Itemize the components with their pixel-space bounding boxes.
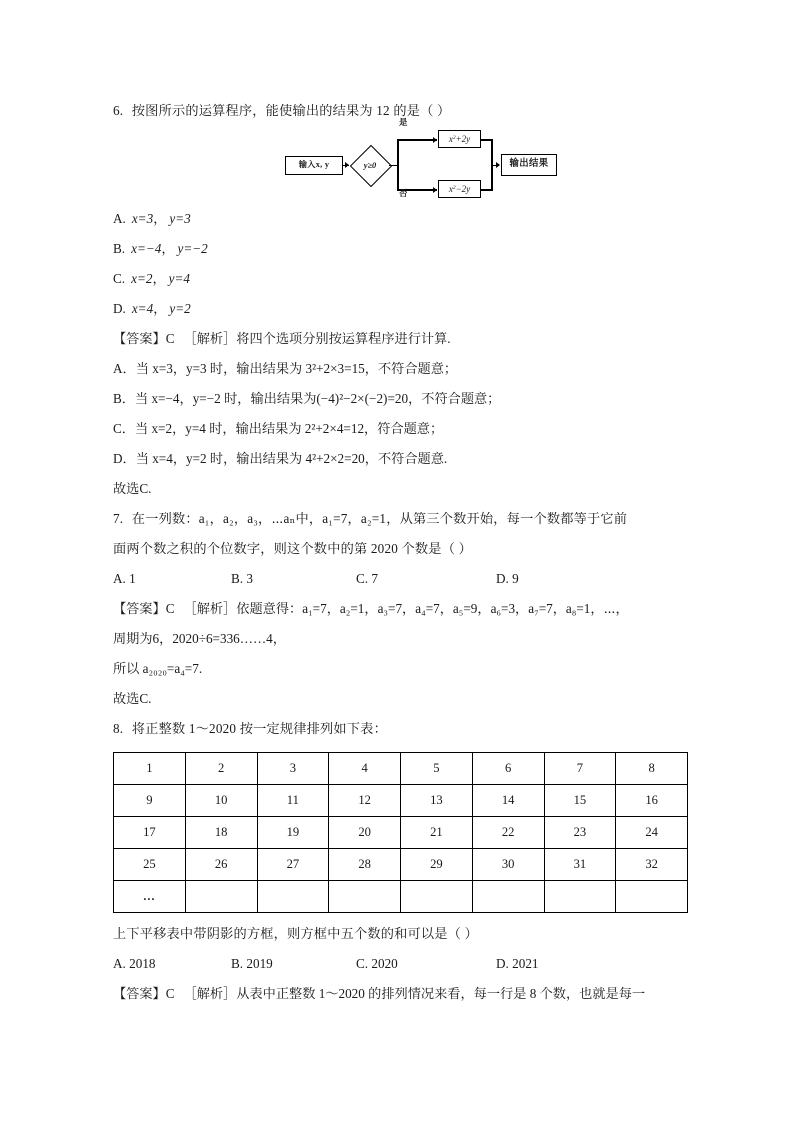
flowchart-decision-label: y≥0 — [363, 160, 377, 170]
question-8-number-table — [113, 752, 688, 913]
table-cell — [616, 881, 688, 913]
table-cell: 31 — [544, 849, 616, 881]
table-cell: 22 — [472, 817, 544, 849]
table-cell: 2 — [185, 753, 257, 785]
flow-line-yes-right — [397, 139, 437, 141]
flow-arrow-yes — [433, 137, 437, 143]
option-letter: B. — [113, 241, 126, 256]
table-cell: 24 — [616, 817, 688, 849]
table-cell: 25 — [114, 849, 186, 881]
question-6-conclusion: 故选C. — [113, 481, 152, 496]
question-7-analysis-line3: 所以 a₂₀₂₀=a₄=7. — [113, 661, 203, 676]
question-7-answer-line — [113, 594, 688, 624]
question-6-stem-text: 按图所示的运算程序，能使输出的结果为 12 的是（ ） — [131, 103, 451, 118]
flowchart-decision-diamond — [349, 144, 391, 186]
table-cell: 19 — [257, 817, 329, 849]
question-8-option-d: D. 2021 — [496, 956, 539, 971]
table-cell: 9 — [114, 785, 186, 817]
table-cell: 23 — [544, 817, 616, 849]
table-cell — [185, 881, 257, 913]
table-cell: 16 — [616, 785, 688, 817]
table-cell: 17 — [114, 817, 186, 849]
flowchart-no-label: 否 — [399, 189, 408, 198]
question-8-number: 8. — [113, 721, 124, 736]
table-cell — [401, 881, 473, 913]
answer-value: C — [165, 331, 175, 346]
analysis-label: ［解析］ — [183, 601, 237, 616]
question-6-analysis-d: D．当 x=4，y=2 时，输出结果为 4²+2×2=20，不符合题意. — [113, 451, 448, 466]
table-cell: 29 — [401, 849, 473, 881]
analysis-text: 依题意得：a₁=7，a₂=1，a₃=7，a₄=7，a₅=9，a₆=3，a₇=7，a₈=1，⋯， — [236, 601, 629, 616]
flowchart-yes-expression: $x^2+2y$ — [448, 133, 471, 144]
option-letter: C. — [113, 271, 126, 286]
question-8-options — [113, 949, 688, 979]
flow-line-no-down — [397, 165, 399, 191]
table-cell: 18 — [185, 817, 257, 849]
table-cell — [472, 881, 544, 913]
flowchart-no-expression: $x^2-2y$ — [448, 183, 471, 194]
question-6-option-a: A. x=3， y=3 — [113, 211, 191, 226]
table-cell: 8 — [616, 753, 688, 785]
question-7-options — [113, 564, 688, 594]
table-cell-ellipsis: … — [114, 881, 186, 913]
table-cell: 20 — [329, 817, 401, 849]
table-cell: 26 — [185, 849, 257, 881]
table-cell: 7 — [544, 753, 616, 785]
question-8-option-a: A. 2018 — [113, 956, 156, 971]
table-cell — [257, 881, 329, 913]
table-cell: 4 — [329, 753, 401, 785]
option-y-value: y=3 — [169, 211, 191, 226]
table-cell: 1 — [114, 753, 186, 785]
question-7-option-a: A. 1 — [113, 571, 136, 586]
table-row — [114, 785, 688, 817]
flow-arrow-output — [496, 162, 500, 168]
table-cell: 12 — [329, 785, 401, 817]
question-8-stem — [113, 714, 688, 744]
table-cell: 32 — [616, 849, 688, 881]
table-cell: 5 — [401, 753, 473, 785]
option-letter: A. — [113, 211, 126, 226]
flowchart-yes-expression-box — [438, 130, 481, 148]
analysis-text: 从表中正整数 1～2020 的排列情况来看，每一行是 8 个数，也就是每一 — [236, 986, 646, 1001]
answer-label: 【答案】 — [113, 601, 166, 616]
question-7-conclusion: 故选C. — [113, 691, 152, 706]
question-6-analysis-b: B．当 x=−4，y=−2 时，输出结果为(−4)²−2×(−2)=20，不符合题意； — [113, 391, 501, 406]
question-7-stem-line2: 面两个数之积的个位数字，则这个数中的第 2020 个数是（ ） — [113, 541, 472, 556]
question-7-option-b: B. 3 — [231, 571, 253, 586]
table-cell: 21 — [401, 817, 473, 849]
flowchart-output-box — [501, 154, 557, 176]
answer-label: 【答案】 — [113, 986, 166, 1001]
flow-line-no-merge — [481, 189, 493, 191]
question-6-option-d: D. x=4， y=2 — [113, 301, 191, 316]
question-7-number: 7. — [113, 511, 124, 526]
option-x-value: x=4 — [131, 301, 154, 316]
question-6-analysis-c: C．当 x=2，y=4 时，输出结果为 2²+2×4=12，符合题意； — [113, 421, 444, 436]
table-cell: 10 — [185, 785, 257, 817]
flowchart-input-label: 输入x, y — [298, 160, 330, 170]
question-8-answer-line — [113, 979, 688, 1009]
flowchart-output-label: 输出结果 — [509, 159, 549, 170]
option-y-value: y=4 — [168, 271, 190, 286]
analysis-intro: 将四个选项分别按运算程序进行计算. — [236, 331, 451, 346]
analysis-label: ［解析］ — [183, 986, 237, 1001]
answer-value: C — [165, 986, 175, 1001]
option-letter: D. — [113, 301, 126, 316]
table-cell: 27 — [257, 849, 329, 881]
table-row — [114, 849, 688, 881]
flow-line-yes-up — [397, 139, 399, 165]
question-7-stem-line1 — [113, 504, 688, 534]
question-8-stem-text: 将正整数 1～2020 按一定规律排列如下表： — [131, 721, 387, 736]
table-cell: 30 — [472, 849, 544, 881]
question-8-option-b: B. 2019 — [231, 956, 273, 971]
table-cell: 3 — [257, 753, 329, 785]
flow-arrow-no — [433, 187, 437, 193]
question-7-option-c: C. 7 — [356, 571, 378, 586]
table-row — [114, 753, 688, 785]
option-x-value: x=3 — [131, 211, 154, 226]
analysis-label: ［解析］ — [183, 331, 237, 346]
question-6-flowchart — [113, 118, 688, 202]
question-7-stem-text-1: 在一列数：a₁，a₂，a₃，⋯aₙ中，a₁=7，a₂=1，从第三个数开始，每一个数都等于它前 — [131, 511, 628, 526]
table-cell — [329, 881, 401, 913]
option-x-value: x=2 — [131, 271, 153, 286]
table-cell: 13 — [401, 785, 473, 817]
question-6-analysis-a: A．当 x=3，y=3 时，输出结果为 3²+2×3=15，不符合题意； — [113, 361, 458, 376]
question-6-answer-line — [113, 324, 688, 354]
answer-label: 【答案】 — [113, 331, 166, 346]
table-cell: 11 — [257, 785, 329, 817]
question-6-option-b: B. x=−4， y=−2 — [113, 241, 208, 256]
table-row — [114, 817, 688, 849]
flowchart-yes-label: 是 — [399, 118, 408, 127]
flowchart-input-box — [285, 156, 343, 175]
question-7-analysis-line2: 周期为6，2020÷6=336……4， — [113, 631, 286, 646]
option-y-value: y=−2 — [177, 241, 208, 256]
table-cell: 14 — [472, 785, 544, 817]
table-cell: 6 — [472, 753, 544, 785]
answer-value: C — [165, 601, 175, 616]
question-6-option-c: C. x=2， y=4 — [113, 271, 190, 286]
option-y-value: y=2 — [169, 301, 191, 316]
table-cell — [544, 881, 616, 913]
question-6-number: 6. — [113, 103, 124, 118]
table-row — [114, 881, 688, 913]
question-8-after-table: 上下平移表中带阴影的方框，则方框中五个数的和可以是（ ） — [113, 926, 478, 941]
table-cell: 28 — [329, 849, 401, 881]
option-x-value: x=−4 — [131, 241, 162, 256]
question-8-option-c: C. 2020 — [356, 956, 398, 971]
flowchart-no-expression-box — [438, 180, 481, 198]
page-content — [113, 96, 688, 1009]
table-cell: 15 — [544, 785, 616, 817]
question-7-option-d: D. 9 — [496, 571, 519, 586]
